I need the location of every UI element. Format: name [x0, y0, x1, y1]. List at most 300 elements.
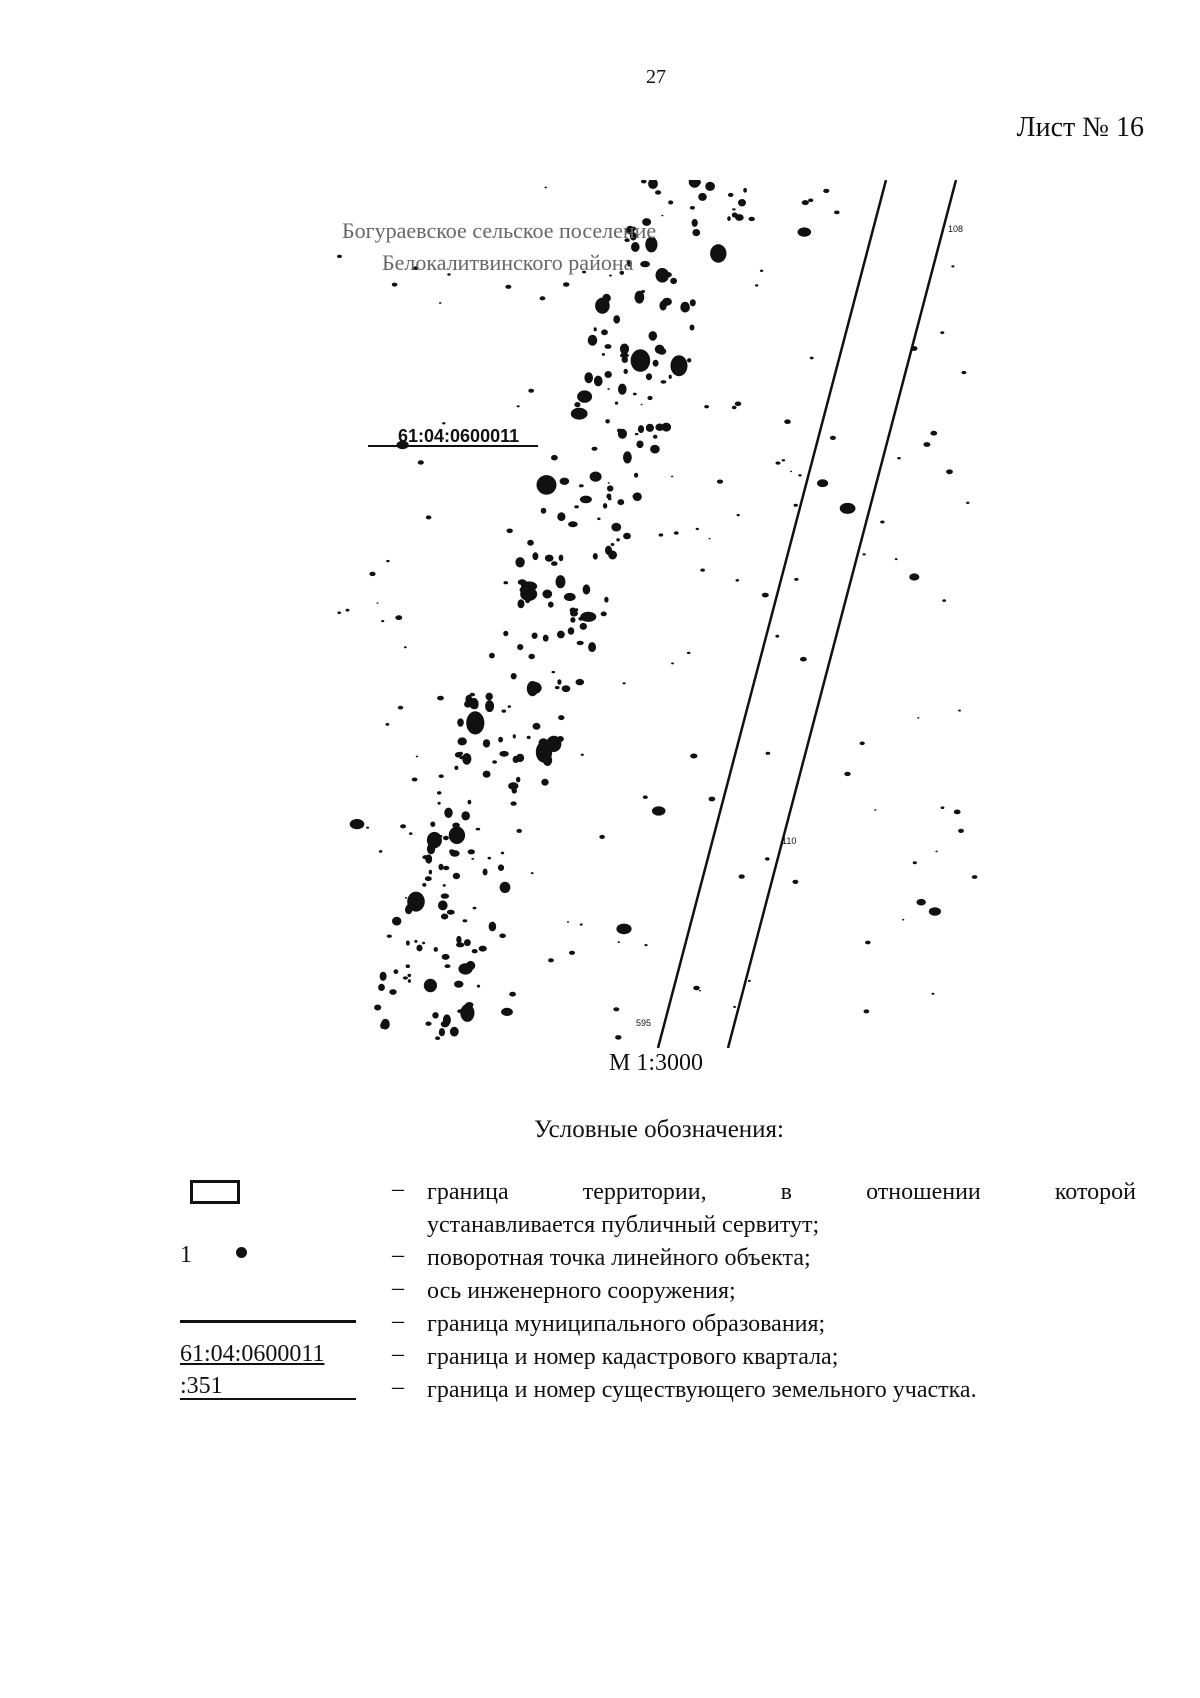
vegetation-mark: [395, 615, 402, 620]
vegetation-mark: [398, 706, 403, 710]
vegetation-mark: [601, 329, 608, 335]
vegetation-mark: [593, 553, 598, 560]
vegetation-mark: [558, 715, 564, 720]
vegetation-mark: [504, 581, 509, 584]
vegetation-mark: [541, 779, 548, 786]
vegetation-mark: [604, 597, 608, 603]
legend-dash: –: [392, 1275, 404, 1301]
vegetation-mark: [569, 951, 575, 955]
vegetation-mark: [422, 942, 425, 945]
vegetation-mark: [346, 609, 350, 612]
vegetation-mark: [800, 657, 807, 662]
vegetation-mark: [690, 299, 696, 306]
vegetation-mark: [710, 244, 726, 262]
vegetation-mark: [471, 858, 474, 860]
vegetation-mark: [438, 802, 441, 805]
vegetation-mark: [443, 866, 449, 870]
vegetation-mark: [638, 425, 644, 433]
vegetation-mark: [574, 505, 579, 508]
vegetation-mark: [422, 855, 428, 859]
vegetation-mark: [466, 711, 484, 734]
vegetation-mark: [564, 593, 576, 601]
vegetation-mark: [874, 809, 876, 811]
vegetation-mark: [631, 349, 651, 372]
legend-text: граница и номер существующего земельного участка.: [427, 1377, 977, 1403]
vegetation-mark: [560, 478, 570, 485]
vegetation-mark: [468, 943, 470, 945]
legend-item-structure-axis: [180, 1275, 1136, 1308]
vegetation-mark: [929, 907, 941, 916]
vegetation-mark: [454, 766, 458, 770]
vegetation-mark: [416, 945, 422, 952]
vegetation-mark: [790, 471, 792, 472]
vegetation-mark: [661, 380, 667, 384]
vegetation-mark: [444, 808, 452, 818]
vegetation-mark: [958, 710, 961, 712]
vegetation-mark: [441, 893, 449, 898]
vegetation-mark: [464, 939, 471, 946]
point-label-595: 595: [636, 1018, 652, 1028]
vegetation-mark: [418, 460, 424, 464]
vegetation-mark: [392, 283, 398, 287]
vegetation-mark: [430, 822, 435, 827]
vegetation-mark: [704, 405, 709, 408]
vegetation-mark: [555, 686, 560, 689]
vegetation-mark: [782, 459, 786, 461]
vegetation-mark: [736, 579, 740, 582]
vegetation-mark: [551, 455, 558, 461]
vegetation-mark: [765, 857, 770, 860]
vegetation-mark: [823, 189, 829, 193]
vegetation-mark: [458, 737, 467, 745]
vegetation-mark: [449, 827, 465, 845]
vegetation-mark: [794, 578, 798, 581]
vegetation-mark: [501, 1008, 513, 1016]
vegetation-mark: [792, 880, 798, 884]
cadastral-number-symbol: 61:04:0600011: [180, 1341, 325, 1367]
vegetation-mark: [576, 414, 582, 418]
vegetation-mark: [671, 662, 674, 664]
vegetation-mark: [515, 557, 524, 567]
vegetation-mark: [599, 835, 605, 839]
legend-text: граница муниципального образования;: [427, 1311, 826, 1337]
vegetation-mark: [567, 921, 569, 923]
vegetation-mark: [668, 200, 673, 204]
vegetation-mark: [583, 584, 591, 594]
legend-dash: –: [392, 1176, 404, 1202]
vegetation-mark: [605, 546, 612, 555]
vegetation-mark: [406, 940, 410, 945]
vegetation-mark: [540, 296, 546, 300]
vegetation-mark: [499, 751, 508, 757]
vegetation-mark: [646, 424, 654, 432]
vegetation-mark: [605, 371, 612, 378]
vegetation-mark: [483, 771, 491, 778]
vegetation-mark: [623, 682, 626, 684]
vegetation-mark: [508, 705, 511, 708]
sheet-label: Лист № 16: [1016, 112, 1144, 143]
vegetation-mark: [961, 371, 966, 374]
vegetation-mark: [562, 685, 571, 692]
vegetation-mark: [798, 227, 812, 236]
vegetation-mark: [698, 193, 707, 201]
vegetation-mark: [513, 756, 519, 763]
vegetation-mark: [580, 923, 583, 925]
vegetation-mark: [499, 934, 506, 939]
vegetation-mark: [439, 774, 444, 778]
vegetation-mark: [557, 736, 564, 742]
vegetation-mark: [830, 436, 836, 440]
vegetation-mark: [468, 800, 472, 805]
vegetation-mark: [452, 823, 460, 829]
vegetation-mark: [727, 216, 731, 221]
vegetation-mark: [479, 946, 487, 952]
vegetation-mark: [659, 533, 664, 536]
vegetation-mark: [415, 900, 421, 904]
vegetation-mark: [394, 969, 399, 974]
vegetation-mark: [442, 954, 450, 960]
vegetation-mark: [649, 331, 658, 341]
vegetation-mark: [505, 285, 511, 289]
vegetation-mark: [488, 857, 492, 860]
vegetation-mark: [941, 806, 945, 809]
point-number: 1: [180, 1242, 192, 1268]
legend-item-cadastral-quarter: [180, 1341, 1136, 1374]
vegetation-mark: [834, 211, 840, 215]
vegetation-mark: [728, 193, 734, 197]
vegetation-mark: [860, 742, 865, 746]
vegetation-mark: [923, 442, 930, 447]
rectangle-outline-icon: [190, 1180, 240, 1204]
vegetation-mark: [408, 974, 412, 977]
vegetation-mark: [416, 756, 419, 758]
vegetation-mark: [386, 560, 389, 562]
vegetation-mark: [696, 528, 699, 530]
vegetation-mark: [620, 344, 629, 355]
vegetation-mark: [473, 907, 477, 910]
vegetation-mark: [527, 540, 534, 546]
vegetation-mark: [755, 284, 758, 286]
legend-item-municipal-boundary: [180, 1308, 1136, 1341]
vegetation-mark: [544, 187, 547, 189]
vegetation-mark: [337, 255, 342, 258]
vegetation-mark: [798, 474, 801, 476]
legend-item-turning-point: [180, 1242, 1136, 1275]
vegetation-mark: [808, 199, 813, 203]
vegetation-mark: [568, 627, 575, 635]
vegetation-mark: [662, 298, 672, 306]
vegetation-mark: [616, 924, 631, 935]
vegetation-mark: [511, 673, 517, 679]
vegetation-mark: [735, 402, 742, 407]
solid-line-icon: [180, 1320, 356, 1323]
vegetation-mark: [608, 498, 612, 501]
vegetation-mark: [615, 1035, 621, 1040]
point-label-108: 108: [948, 224, 964, 234]
vegetation-mark: [409, 832, 413, 835]
vegetation-mark: [644, 944, 647, 946]
vegetation-mark: [640, 261, 650, 267]
vegetation-mark: [403, 976, 408, 979]
vegetation-mark: [437, 696, 444, 701]
vegetation-mark: [636, 441, 643, 449]
vegetation-mark: [443, 884, 446, 887]
vegetation-mark: [840, 503, 856, 514]
vegetation-mark: [577, 641, 584, 645]
vegetation-mark: [942, 599, 946, 602]
vegetation-mark: [518, 599, 525, 608]
vegetation-mark: [502, 710, 507, 713]
settlement-label-2: Белокалитвинского района: [382, 250, 634, 275]
vegetation-mark: [760, 270, 763, 272]
vegetation-mark: [946, 469, 953, 474]
vegetation-mark: [456, 942, 464, 947]
vegetation-mark: [469, 698, 478, 709]
vegetation-mark: [377, 602, 379, 603]
vegetation-mark: [400, 824, 406, 828]
vegetation-mark: [618, 941, 621, 943]
vegetation-mark: [541, 508, 547, 514]
vegetation-mark: [445, 964, 451, 968]
vegetation-mark: [669, 375, 672, 379]
vegetation-mark: [435, 1036, 440, 1040]
vegetation-mark: [693, 986, 700, 991]
vegetation-mark: [551, 561, 558, 566]
vegetation-mark: [641, 290, 645, 293]
vegetation-mark: [374, 1005, 381, 1011]
vegetation-mark: [794, 504, 798, 507]
vegetation-mark: [652, 806, 666, 815]
vegetation-mark: [680, 302, 690, 313]
vegetation-mark: [766, 752, 771, 755]
vegetation-mark: [592, 447, 598, 451]
vegetation-mark: [605, 419, 610, 423]
vegetation-mark: [439, 302, 442, 304]
vegetation-mark: [580, 623, 587, 630]
vegetation-mark: [517, 644, 523, 650]
vegetation-mark: [545, 753, 550, 760]
vegetation-mark: [516, 829, 522, 833]
legend: [180, 1176, 1136, 1407]
vegetation-mark: [441, 914, 448, 920]
vegetation-mark: [650, 445, 660, 454]
vegetation-mark: [516, 777, 520, 783]
vegetation-mark: [602, 294, 610, 303]
vegetation-mark: [588, 335, 598, 346]
vegetation-mark: [705, 182, 715, 191]
vegetation-mark: [465, 1002, 473, 1008]
vegetation-mark: [611, 523, 621, 532]
vegetation-mark: [602, 353, 605, 356]
page-number: 27: [646, 66, 666, 88]
vegetation-mark: [605, 344, 612, 349]
vegetation-mark: [432, 1012, 438, 1018]
vegetation-mark: [935, 851, 937, 853]
vegetation-mark: [897, 457, 901, 459]
vegetation-mark: [405, 897, 407, 899]
vegetation-mark: [699, 990, 701, 991]
vegetation-mark: [472, 949, 478, 953]
vegetation-mark: [739, 874, 745, 878]
vegetation-mark: [503, 631, 508, 636]
vegetation-mark: [700, 569, 705, 572]
vegetation-mark: [864, 1009, 870, 1013]
vegetation-mark: [611, 543, 615, 546]
vegetation-mark: [457, 718, 464, 727]
vegetation-mark: [588, 642, 596, 652]
vegetation-mark: [427, 832, 442, 848]
vegetation-mark: [539, 738, 549, 747]
vegetation-mark: [439, 1028, 445, 1036]
vegetation-mark: [615, 402, 618, 405]
vegetation-mark: [533, 723, 541, 730]
vegetation-mark: [461, 811, 470, 820]
vegetation-mark: [590, 472, 602, 482]
vegetation-mark: [623, 533, 631, 540]
vegetation-mark: [632, 494, 639, 498]
vegetation-mark: [458, 752, 463, 756]
vegetation-mark: [895, 558, 898, 560]
vegetation-mark: [576, 679, 585, 685]
vegetation-mark: [498, 737, 503, 743]
vegetation-mark: [732, 212, 738, 217]
vegetation-mark: [449, 849, 454, 854]
vegetation-mark: [613, 315, 620, 323]
vegetation-mark: [337, 611, 341, 614]
vegetation-mark: [624, 369, 628, 374]
vegetation-mark: [405, 905, 412, 914]
vegetation-mark: [613, 1007, 619, 1011]
vegetation-mark: [698, 181, 702, 183]
vegetation-mark: [528, 389, 534, 393]
vegetation-mark: [653, 435, 657, 439]
vegetation-mark: [425, 1022, 431, 1026]
vegetation-mark: [381, 620, 384, 622]
vegetation-mark: [385, 723, 389, 726]
vegetation-mark: [913, 861, 917, 864]
cadastral-label: 61:04:0600011: [398, 426, 520, 446]
legend-item-servitude-boundary: [180, 1176, 1136, 1242]
vegetation-mark: [930, 431, 937, 436]
vegetation-mark: [453, 873, 460, 879]
vegetation-mark: [454, 981, 463, 988]
vegetation-mark: [617, 499, 624, 505]
vegetation-mark: [426, 515, 432, 519]
vegetation-mark: [462, 753, 471, 765]
vegetation-mark: [690, 206, 695, 210]
vegetation-mark: [743, 188, 747, 193]
vegetation-mark: [817, 479, 828, 487]
vegetation-mark: [646, 373, 652, 380]
vegetation-mark: [580, 496, 592, 504]
vegetation-mark: [643, 795, 648, 799]
vegetation-mark: [717, 480, 723, 484]
vegetation-mark: [709, 538, 711, 539]
vegetation-mark: [531, 872, 534, 874]
vegetation-mark: [634, 473, 638, 478]
point-label-110: 110: [782, 836, 797, 846]
vegetation-mark: [389, 989, 396, 995]
legend-dash: –: [392, 1308, 404, 1334]
legend-text: ось инженерного сооружения;: [427, 1278, 736, 1304]
vegetation-mark: [655, 424, 664, 431]
vegetation-mark: [748, 980, 751, 982]
vegetation-mark: [556, 575, 566, 588]
vegetation-mark: [406, 964, 410, 968]
vegetation-mark: [527, 736, 531, 739]
vegetation-mark: [443, 836, 449, 841]
vegetation-mark: [674, 531, 679, 534]
vegetation-mark: [641, 404, 643, 405]
vegetation-mark: [690, 754, 697, 759]
vegetation-mark: [633, 393, 637, 396]
vegetation-mark: [513, 734, 516, 738]
vegetation-mark: [594, 327, 597, 331]
legend-text: поворотная точка линейного объекта;: [427, 1245, 811, 1271]
vegetation-mark: [607, 485, 613, 491]
vegetation-mark: [434, 947, 438, 952]
vegetation-mark: [661, 215, 663, 216]
legend-text: граница и номер кадастрового квартала;: [427, 1344, 839, 1370]
settlement-label-1: Богураевское сельское поселение: [342, 218, 657, 243]
vegetation-mark: [578, 617, 584, 621]
vegetation-mark: [500, 882, 511, 893]
vegetation-mark: [687, 652, 691, 654]
vegetation-mark: [580, 612, 596, 622]
vegetation-mark: [532, 552, 538, 560]
vegetation-mark: [517, 405, 520, 407]
vegetation-mark: [775, 635, 779, 638]
vegetation-mark: [931, 993, 934, 995]
vegetation-mark: [810, 357, 814, 360]
vegetation-mark: [911, 346, 918, 351]
vegetation-mark: [557, 512, 565, 521]
vegetation-mark: [617, 429, 622, 433]
vegetation-mark: [492, 760, 497, 763]
vegetation-mark: [738, 199, 746, 206]
vegetation-mark: [653, 360, 659, 367]
vegetation-mark: [458, 963, 472, 974]
legend-title: Условные обозначения:: [533, 1116, 785, 1143]
legend-dash: –: [392, 1242, 404, 1268]
vegetation-mark: [581, 754, 584, 756]
vegetation-mark: [584, 372, 593, 383]
vegetation-mark: [392, 917, 401, 926]
vegetation-mark: [568, 521, 578, 527]
vegetation-mark: [940, 331, 944, 334]
vegetation-mark: [776, 461, 781, 464]
vegetation-mark: [545, 555, 554, 562]
vegetation-mark: [378, 984, 385, 991]
legend-dash: –: [392, 1341, 404, 1367]
vegetation-mark: [658, 348, 667, 355]
vegetation-mark: [542, 590, 552, 599]
vegetation-mark: [437, 791, 442, 795]
vegetation-mark: [635, 433, 639, 435]
vegetation-mark: [408, 979, 411, 983]
vegetation-mark: [438, 900, 448, 910]
vegetation-mark: [501, 852, 504, 855]
vegetation-mark: [954, 810, 961, 815]
vegetation-mark: [483, 739, 490, 747]
vegetation-mark: [844, 772, 850, 776]
vegetation-mark: [865, 941, 871, 945]
vegetation-mark: [563, 282, 569, 287]
vegetation-mark: [511, 801, 517, 805]
legend-item-land-plot: [180, 1374, 1136, 1407]
vegetation-mark: [548, 958, 554, 962]
vegetation-mark: [456, 936, 461, 944]
